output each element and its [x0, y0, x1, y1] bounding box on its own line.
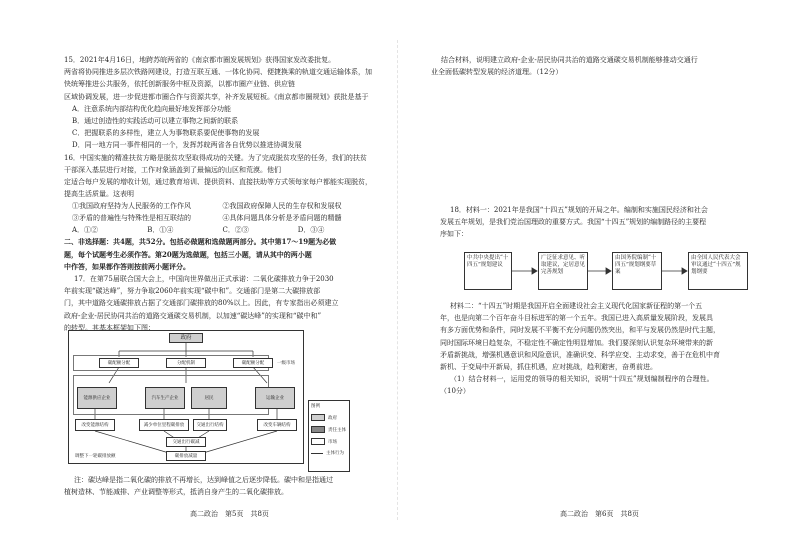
adjust-next-round-label: 调整下一轮碳排放额 — [75, 454, 116, 459]
transport-enterprise: 运输企业 — [255, 387, 295, 409]
flow-step-4: 由全国人民代表大会审议通过“十四五”规划纲要 — [688, 252, 748, 290]
q18-line-3: 序如下： — [440, 230, 468, 239]
section-2-heading-1: 二、非选择题：共4题，共52分。包括必做题和选做题两部分。其中第17～19题为必做 — [64, 237, 337, 247]
q16-option-3: ③矛盾的普遍性与特殊性是相互联结的 — [72, 214, 191, 223]
vehicle-structure-change: 改变车辆结构 — [257, 419, 297, 431]
q17-task-line-2: 业全面低碳转型发展的经济道理。（12分） — [431, 68, 563, 77]
q16-stem-1: 16．中国实施的精准扶贫方略是脱贫攻坚取得成功的关键。为了完成脱贫攻坚的任务，我们的扶贫干部深入基层进行对接，工作对象涵盖到了最偏远的山区和荒漠。他们 — [64, 153, 367, 174]
diagram-legend — [308, 400, 350, 472]
footer-page-5: 高二政治 第5页 共8页 — [190, 510, 269, 518]
q15-stem-1: 15．2021年4月16日，地跨苏皖两省的《南京都市圈发展规划》获得国家发改委批复。 — [64, 56, 336, 64]
m2-line-2: 年，也是向第二个百年奋斗目标进军的第一个五年。我国已进入高质量发展阶段，发展具 — [440, 314, 713, 323]
q15-stem-2: 两省将协同推进多层次铁路网建设，打造互联互通、一体化协同、便捷换乘的轨道交通运输体系，加快统筹推进公共服务，依托创新服务中枢及资源，以都市圈产业链、供应链 — [64, 68, 372, 89]
q18-line-2: 发展五年规划，是我们党治国理政的重要方式。我国“十四五”规划的编制路径的主要程 — [440, 218, 707, 227]
q15-option-d: D．同一地方同一事件相同的一个，发挥苏皖两省各自优势以推进协调发展 — [72, 141, 302, 150]
energy-supply-enterprise: 能源供应企业 — [77, 387, 117, 409]
q18-task-line-1: （1）结合材料一，运用党的领导的相关知识，说明“十四五”规划编制程序的合理性。 — [450, 375, 714, 384]
primary-market-label: 一级市场 — [277, 361, 295, 366]
flow-step-3: 由国务院编制“十四五”规划纲要草案 — [612, 252, 662, 290]
m2-line-4: 同时国际环境日趋复杂，不稳定性不确定性明显增加。我们要深刻认识复杂环境带来的新 — [440, 338, 713, 347]
legend-item-market: 市场 — [311, 438, 347, 445]
q18-task-line-2: （10分） — [440, 387, 470, 396]
m2-line-3: 有多方面优势和条件，同时发展不平衡不充分问题仍然突出，和平与发展仍然是时代主题， — [440, 326, 720, 335]
q17-task-line-1: 结合材料，说明建立政府-企业-居民协同共治的道路交通碳交易机制能够推动交通行 — [441, 56, 698, 64]
q17-note — [64, 474, 370, 498]
residents: 居民 — [191, 387, 227, 409]
m2-line-6: 新机、于变局中开新局，抓住机遇，应对挑战，趋利避害，奋勇前进。 — [440, 363, 657, 372]
quota-allocation-right: 碳配额分配 — [233, 358, 273, 368]
q16-options-row-1 — [64, 200, 373, 212]
m2-line-1: 材料二：“十四五”时期是我国开启全面建设社会主义现代化国家新征程的第一个五 — [450, 302, 703, 310]
emission-reduction-box: 碳排放减量 — [166, 451, 206, 461]
q16-answer-c: C．②③ — [222, 226, 249, 235]
plan-procedure-flow — [460, 250, 756, 294]
section-2-heading-2: 题，每个试题考生必须作答。第20题为选做题，包括三小题，请从其中的两小题 — [64, 249, 312, 259]
q18-block — [440, 204, 758, 241]
legend-item-government: 政府 — [311, 414, 347, 421]
section-2-heading-3: 中作答，如果都作答则按前两小题评分。 — [64, 261, 190, 271]
q16-option-2: ②我国政府保障人民的生存权和发展权 — [222, 202, 342, 211]
q16-stem-2: 定适合每户发展的增收计划，通过教育培训、提供资料、直接扶助等方式领每家每户都能实现脱贫，提高生活质量。这表明 — [64, 178, 372, 199]
q17-note-line-2: 植树造林、节能减排、产业调整等形式，抵消自身产生的二氧化碳排放。 — [64, 488, 288, 497]
q17-note-line-1: 注：碳达峰是指二氧化碳的排放不再增长，达到峰值之后逐步降低。碳中和是指通过 — [74, 476, 333, 484]
flow-step-1: 中共中央提出“十四五”规划建议 — [464, 252, 512, 290]
government-box: 政府 — [169, 333, 203, 343]
reduce-unit-mileage-emission: 减少单位里程碳排放 — [139, 419, 189, 431]
allocation-mechanism: 分配机制 — [166, 358, 206, 368]
legend-title: 图例 — [311, 404, 320, 409]
q17-line-2: 年前实现“碳达峰”，努力争取2060年前实现“碳中和”。交通部门是第二大碳排放部 — [64, 287, 321, 296]
quota-allocation-left: 碳配额分配 — [99, 358, 139, 368]
m2-line-5: 矛盾新挑战，增强机遇意识和风险意识，准确识变、科学应变、主动求变，善于在危机中育 — [440, 350, 720, 359]
q18-line-1: 18．材料一：2021年是我国“十四五”规划的开局之年。编制和实施国民经济和社会 — [450, 206, 708, 214]
flow-step-2: 广泛征求意见、听取建议，定居意见完善规划 — [538, 252, 588, 290]
q15-option-c: C．把握联系的多样性，建立人为事物联系要促使事物的发展 — [72, 129, 260, 138]
q16-option-4: ④具体问题具体分析是矛盾问题的精髓 — [222, 214, 342, 223]
legend-item-behavior: 主体行为 — [311, 450, 347, 456]
q16-answer-d: D．③④ — [297, 226, 325, 235]
legend-item-entity: 责任主体 — [311, 426, 347, 433]
q17-line-4: 政府-企业-居民协同共治的道路交通碳交易机制，以加速“碳达峰”的实现和“碳中和” — [64, 311, 322, 320]
q17-line-3: 门，其中道路交通碳排放占据了交通部门碳排放的80%以上。因此，有专家指出必须建立 — [64, 299, 339, 308]
q17-line-5: 的转型。其基本框架如下图： — [64, 323, 155, 332]
q16-answer-b: B．①④ — [147, 226, 174, 235]
q16-answer-a: A．①② — [72, 226, 99, 235]
q15-option-a: A．注意系统内部结构优化趋向最好地发挥部分功能 — [72, 104, 232, 113]
q15-stem-3: 区域协调发展，进一步促进都市圈合作与资源共享，补齐发展短板。《南京都市圈规划》获批是基于 — [64, 92, 369, 101]
auto-manufacturer: 汽车生产企业 — [145, 387, 185, 409]
material-2-block — [440, 300, 758, 398]
q16-answers — [64, 224, 373, 236]
energy-structure-change: 改变能源结构 — [75, 419, 115, 431]
q16-options-row-2 — [64, 212, 373, 224]
footer-page-6: 高二政治 第6页 共8页 — [560, 510, 639, 518]
q15-option-b: B．通过创造性的实践活动可以建立事物之间新的联系 — [72, 117, 239, 126]
carbon-trading-diagram — [68, 330, 304, 464]
travel-structure: 交通出行结构 — [193, 419, 227, 431]
q17-line-1: 17．在第75届联合国大会上，中国向世界做出正式承诺：二氧化碳排放力争于2030 — [74, 275, 334, 284]
q16-option-1: ①我国政府坚持为人民服务的工作作风 — [72, 202, 191, 211]
transport-travel-reduction: 交通出行碳减 — [166, 437, 206, 447]
